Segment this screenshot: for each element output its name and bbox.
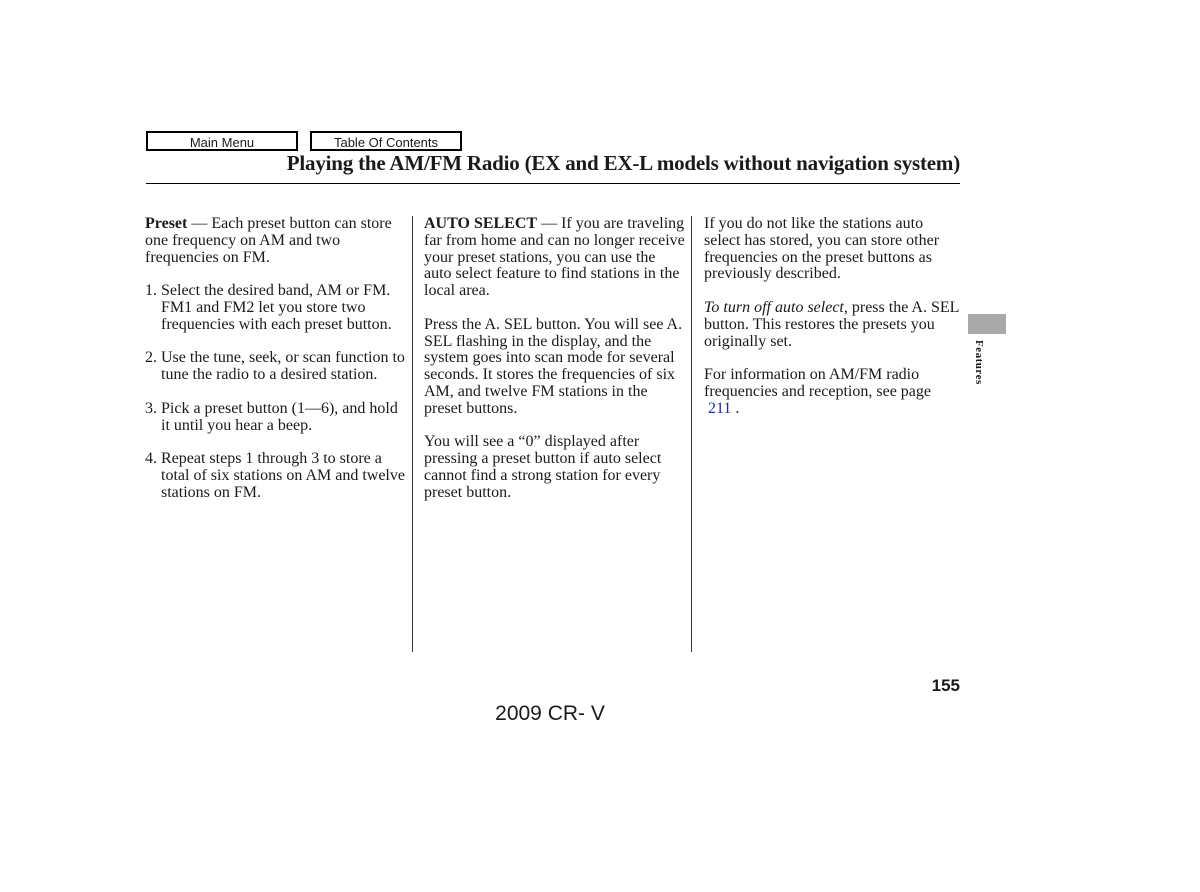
step-number: 3. (145, 399, 157, 417)
step-text: Pick a preset button (1—6), and hold it until you hear a beep. (161, 399, 398, 434)
zero-display-paragraph: You will see a “0” displayed after pressing a preset button if auto select cannot find a strong station for every preset button. (424, 433, 662, 501)
em-dash: — (191, 215, 208, 232)
footer-model: 2009 CR- V (495, 702, 605, 725)
step-text: Use the tune, seek, or scan function to tune the radio to a desired station. (161, 349, 405, 384)
column-divider (412, 216, 413, 652)
info-paragraph (704, 367, 962, 417)
steps-list (145, 283, 407, 501)
column-left (145, 216, 407, 518)
list-item (145, 283, 407, 333)
section-tab-marker (968, 314, 1006, 334)
step-text: Select the desired band, AM or FM. FM1 and FM2 let you store two frequencies with each preset button. (161, 282, 392, 333)
em-dash: — (541, 215, 558, 232)
section-tab-label (975, 340, 989, 400)
page-number: 155 (931, 676, 960, 695)
auto-select-paragraph (424, 216, 686, 300)
turn-off-paragraph (704, 300, 962, 350)
preset-text: Each preset button can store one frequency on AM and two frequencies on FM. (145, 215, 392, 266)
preset-paragraph (145, 216, 407, 266)
turn-off-text: press the A. SEL button. This restores the presets you originally set. (704, 298, 959, 350)
step-number: 2. (145, 349, 157, 367)
step-number: 1. (145, 282, 157, 300)
page-title: Playing the AM/FM Radio (EX and EX-L models without navigation system) (286, 151, 960, 175)
a-sel-paragraph: Press the A. SEL button. You will see A. SEL flashing in the display, and the system goes into scan mode for several seconds. It stores the frequencies of six AM, and twelve FM stations in the preset buttons. (424, 315, 683, 417)
list-item (145, 350, 407, 384)
page-211-link[interactable]: 211 (708, 399, 732, 417)
main-menu-button[interactable]: Main Menu (146, 131, 298, 151)
store-other-paragraph: If you do not like the stations auto select has stored, you can store other frequencies on the preset buttons as previously described. (704, 215, 940, 283)
auto-select-text: If you are traveling far from home and can no longer receive your preset stations, you can use the auto select feature to find stations in the local area. (424, 215, 685, 300)
list-item (145, 401, 407, 435)
column-middle (424, 216, 686, 518)
preset-term: Preset (145, 215, 188, 232)
column-right (704, 216, 962, 434)
auto-select-term: AUTO SELECT (424, 215, 538, 232)
info-text: For information on AM/FM radio frequencies and reception, see page (704, 366, 931, 400)
info-end: . (735, 399, 740, 417)
features-label: Features (973, 340, 985, 385)
list-item (145, 451, 407, 501)
step-text: Repeat steps 1 through 3 to store a total of six stations on AM and twelve stations on FM. (161, 450, 405, 501)
table-of-contents-button[interactable]: Table Of Contents (310, 131, 462, 151)
step-number: 4. (145, 450, 157, 468)
column-divider (691, 216, 692, 652)
title-divider (146, 183, 960, 184)
turn-off-heading: To turn off auto select, (704, 298, 848, 316)
